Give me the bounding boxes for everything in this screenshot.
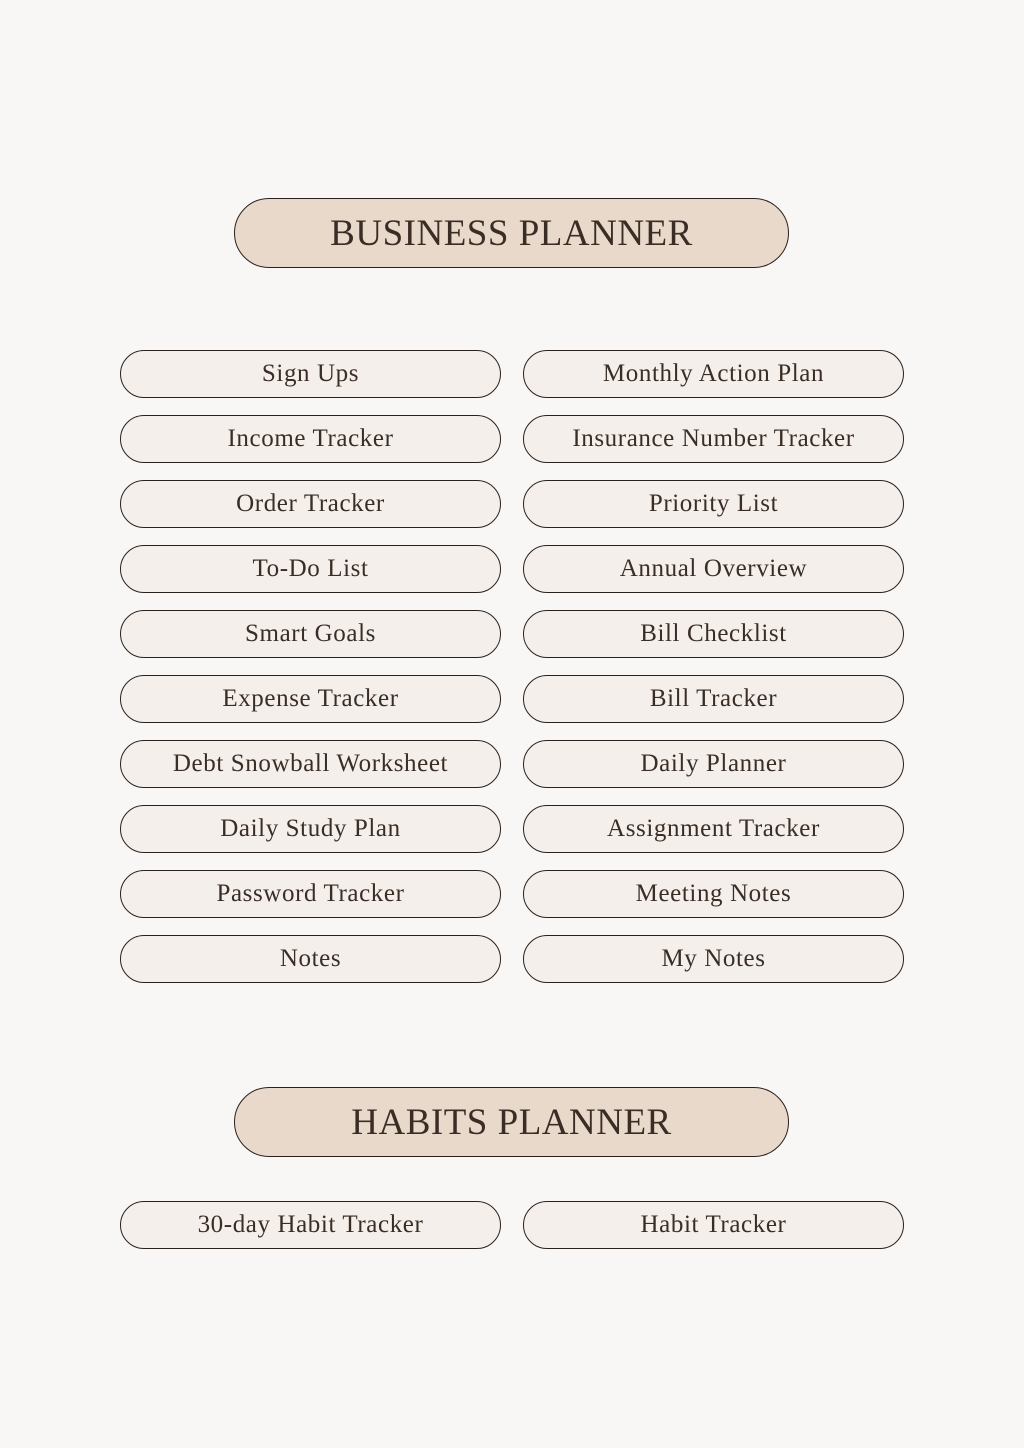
link-to-do-list[interactable] bbox=[120, 545, 501, 593]
link-label: Priority List bbox=[648, 490, 779, 517]
link-label: Smart Goals bbox=[245, 620, 376, 647]
link-label: Bill Checklist bbox=[640, 620, 787, 647]
link-label: Assignment Tracker bbox=[607, 815, 820, 842]
link-debt-snowball-worksheet[interactable] bbox=[120, 740, 501, 788]
link-sign-ups[interactable] bbox=[120, 350, 501, 398]
link-label: 30-day Habit Tracker bbox=[197, 1211, 424, 1238]
link-income-tracker[interactable] bbox=[120, 415, 501, 463]
link-label: Expense Tracker bbox=[222, 685, 399, 712]
link-30-day-habit-tracker[interactable] bbox=[120, 1201, 501, 1249]
link-meeting-notes[interactable] bbox=[523, 870, 904, 918]
link-notes[interactable] bbox=[120, 935, 501, 983]
link-label: Income Tracker bbox=[227, 425, 394, 452]
link-daily-planner[interactable] bbox=[523, 740, 904, 788]
link-label: Insurance Number Tracker bbox=[572, 425, 855, 452]
link-label: Order Tracker bbox=[236, 490, 385, 517]
link-label: Password Tracker bbox=[216, 880, 405, 907]
link-label: Debt Snowball Worksheet bbox=[172, 750, 449, 777]
link-bill-tracker[interactable] bbox=[523, 675, 904, 723]
link-label: Habit Tracker bbox=[640, 1211, 787, 1238]
habits-planner-links bbox=[120, 1201, 904, 1249]
link-my-notes[interactable] bbox=[523, 935, 904, 983]
link-daily-study-plan[interactable] bbox=[120, 805, 501, 853]
link-password-tracker[interactable] bbox=[120, 870, 501, 918]
link-label: To-Do List bbox=[252, 555, 369, 582]
link-label: Monthly Action Plan bbox=[602, 360, 825, 387]
business-planner-links bbox=[120, 350, 904, 983]
link-priority-list[interactable] bbox=[523, 480, 904, 528]
link-insurance-number-tracker[interactable] bbox=[523, 415, 904, 463]
link-monthly-action-plan[interactable] bbox=[523, 350, 904, 398]
link-label: Daily Study Plan bbox=[220, 815, 401, 842]
link-label: Sign Ups bbox=[261, 360, 360, 387]
link-assignment-tracker[interactable] bbox=[523, 805, 904, 853]
link-habit-tracker[interactable] bbox=[523, 1201, 904, 1249]
business-planner-header bbox=[234, 198, 789, 268]
link-label: My Notes bbox=[661, 945, 766, 972]
link-label: Daily Planner bbox=[640, 750, 787, 777]
habits-planner-title: HABITS PLANNER bbox=[351, 1101, 672, 1143]
link-expense-tracker[interactable] bbox=[120, 675, 501, 723]
link-label: Bill Tracker bbox=[649, 685, 778, 712]
habits-planner-header bbox=[234, 1087, 789, 1157]
link-smart-goals[interactable] bbox=[120, 610, 501, 658]
link-label: Annual Overview bbox=[619, 555, 808, 582]
link-label: Meeting Notes bbox=[635, 880, 792, 907]
link-bill-checklist[interactable] bbox=[523, 610, 904, 658]
link-label: Notes bbox=[279, 945, 342, 972]
link-annual-overview[interactable] bbox=[523, 545, 904, 593]
link-order-tracker[interactable] bbox=[120, 480, 501, 528]
business-planner-title: BUSINESS PLANNER bbox=[330, 212, 693, 254]
